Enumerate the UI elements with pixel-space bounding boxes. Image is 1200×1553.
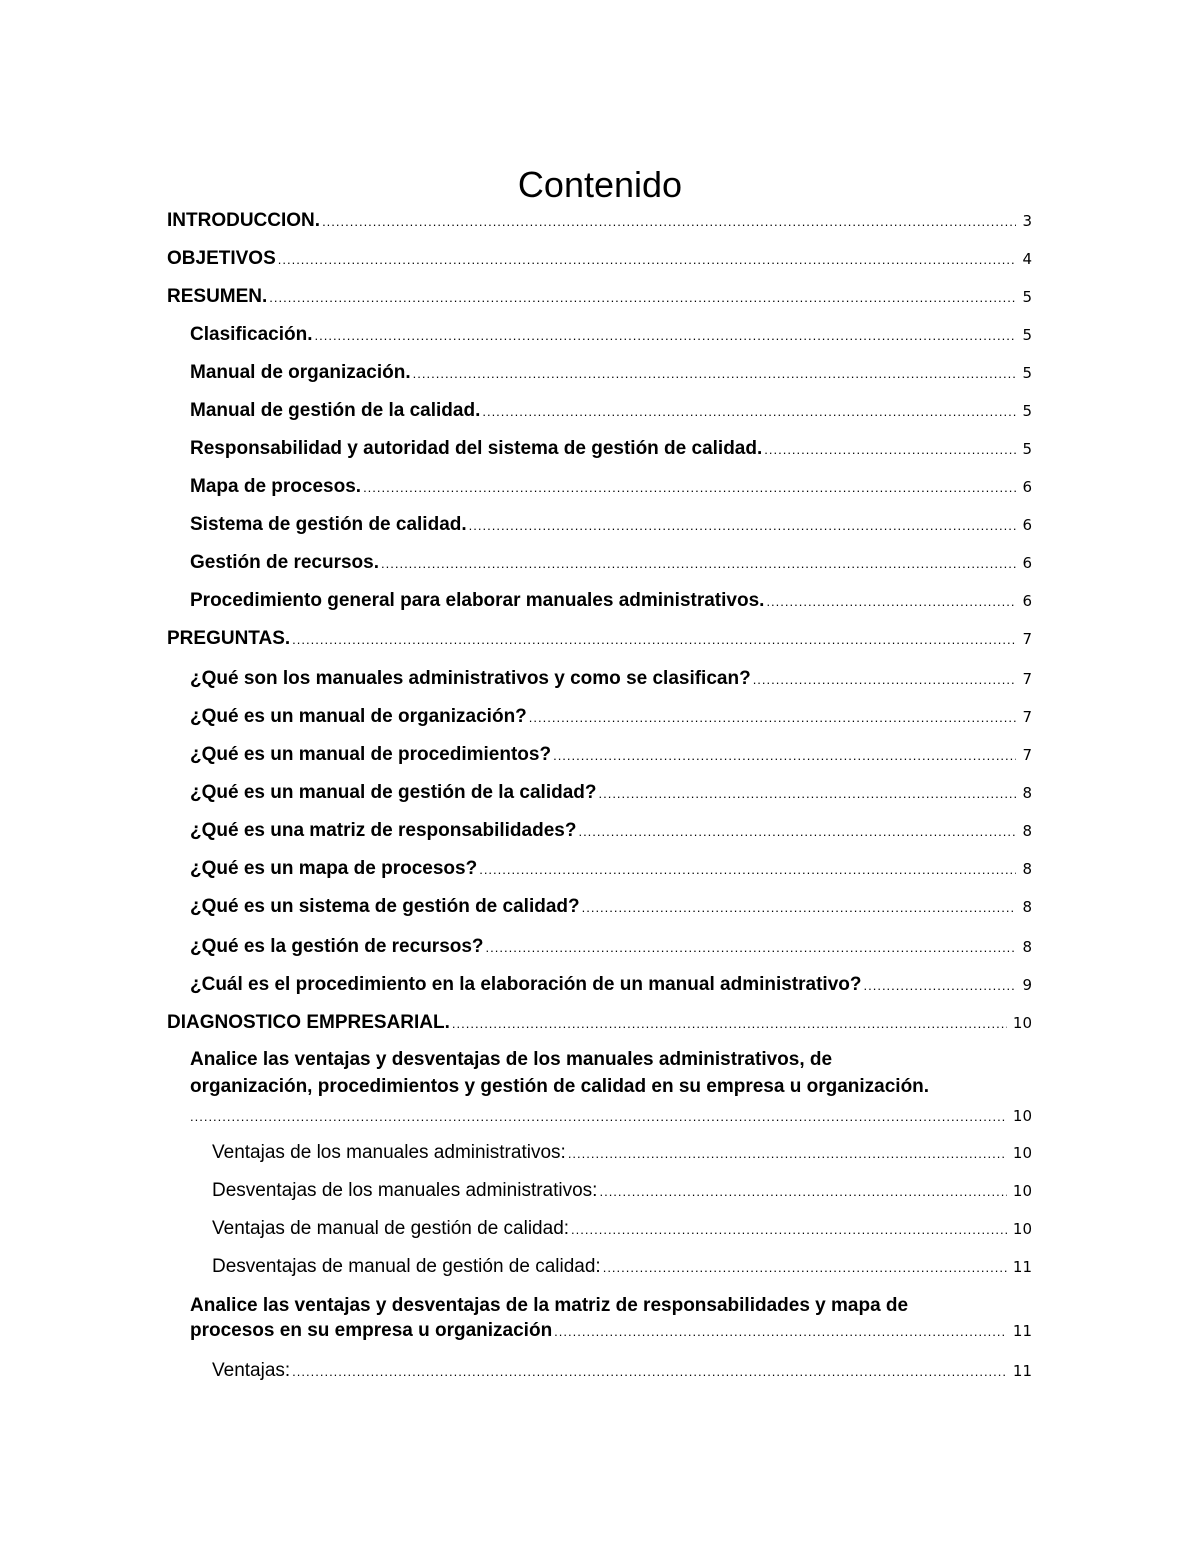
toc-entry-label: INTRODUCCION. — [167, 210, 321, 231]
toc-entry-label: Ventajas de los manuales administrativos: — [212, 1142, 566, 1163]
toc-entry-gestion-recursos[interactable] — [190, 551, 1032, 576]
toc-entry-analice-manuales-line2[interactable]: organización, procedimientos y gestión de calidad en su empresa u organización. — [190, 1076, 930, 1097]
toc-page-number: 11 — [1012, 1322, 1032, 1340]
toc-leader — [486, 936, 1017, 960]
toc-entry-label: ¿Qué son los manuales administrativos y como se clasifican? — [190, 668, 751, 689]
toc-page-number: 8 — [1022, 898, 1032, 916]
toc-entry-label: Sistema de gestión de calidad. — [190, 514, 467, 535]
toc-entry-label: ¿Cuál es el procedimiento en la elaboración de un manual administrativo? — [190, 974, 862, 995]
toc-leader — [413, 362, 1017, 386]
toc-leader — [766, 590, 1016, 614]
toc-entry-label: Mapa de procesos. — [190, 476, 362, 497]
toc-entry-pregunta-manual-procedimientos[interactable] — [190, 743, 1032, 768]
toc-entry-pregunta-manual-organizacion[interactable] — [190, 705, 1032, 730]
toc-entry-label: OBJETIVOS — [167, 248, 276, 269]
toc-entry-manual-gestion-calidad[interactable] — [190, 399, 1032, 424]
toc-entry-desventajas-gestion-calidad[interactable] — [212, 1255, 1032, 1280]
toc-leader — [315, 324, 1017, 348]
toc-leader — [190, 1105, 1007, 1129]
toc-leader — [554, 1320, 1007, 1344]
toc-page-number: 11 — [1012, 1258, 1032, 1276]
toc-leader — [599, 1180, 1006, 1204]
toc-entry-responsabilidad-autoridad[interactable] — [190, 437, 1032, 462]
toc-entry-label: Manual de organización. — [190, 362, 411, 383]
toc-leader — [753, 668, 1017, 692]
toc-entry-label: Procedimiento general para elaborar manuales administrativos. — [190, 590, 765, 611]
toc-entry-analice-matriz[interactable] — [190, 1319, 1032, 1344]
toc-page-number: 11 — [1012, 1362, 1032, 1380]
toc-page-number: 10 — [1012, 1182, 1032, 1200]
toc-leader — [363, 476, 1016, 500]
toc-leader — [764, 438, 1016, 462]
toc-entry-label: DIAGNOSTICO EMPRESARIAL. — [167, 1012, 450, 1033]
toc-page-number: 8 — [1022, 860, 1032, 878]
toc-entry-desventajas-manuales[interactable] — [212, 1179, 1032, 1204]
toc-page-number: 8 — [1022, 784, 1032, 802]
toc-leader — [469, 514, 1017, 538]
toc-entry-label: ¿Qué es un mapa de procesos? — [190, 858, 478, 879]
toc-page-number: 5 — [1022, 364, 1032, 382]
toc-title: Contenido — [517, 164, 683, 205]
toc-leader — [278, 248, 1017, 272]
toc-entry-label: Responsabilidad y autoridad del sistema de gestión de calidad. — [190, 438, 763, 459]
toc-entry-pregunta-procedimiento-elaboracion[interactable] — [190, 973, 1032, 998]
toc-page-number: 10 — [1012, 1107, 1032, 1125]
toc-entry-label: Gestión de recursos. — [190, 552, 380, 573]
toc-page-number: 10 — [1012, 1144, 1032, 1162]
toc-entry-label: Desventajas de los manuales administrativos: — [212, 1180, 598, 1201]
toc-leader — [292, 1360, 1007, 1384]
toc-leader — [292, 628, 1016, 652]
toc-entry-pregunta-gestion-recursos[interactable] — [190, 935, 1032, 960]
toc-leader — [479, 858, 1016, 882]
toc-page-number: 8 — [1022, 938, 1032, 956]
toc-leader — [568, 1142, 1007, 1166]
toc-leader — [603, 1256, 1007, 1280]
toc-leader — [578, 820, 1016, 844]
toc-entry-sistema-gestion-calidad[interactable] — [190, 513, 1032, 538]
toc-page-number: 3 — [1022, 212, 1032, 230]
toc-leader — [571, 1218, 1007, 1242]
toc-entry-pregunta-matriz-responsabilidades[interactable] — [190, 819, 1032, 844]
toc-entry-ventajas[interactable] — [212, 1359, 1032, 1384]
toc-page-number: 6 — [1022, 554, 1032, 572]
toc-page-number: 6 — [1022, 592, 1032, 610]
toc-leader — [482, 400, 1016, 424]
toc-page-number: 5 — [1022, 402, 1032, 420]
toc-entry-pregunta-manual-gestion-calidad[interactable] — [190, 781, 1032, 806]
toc-page-number: 10 — [1012, 1220, 1032, 1238]
toc-leader — [582, 896, 1017, 920]
toc-entry-analice-manuales-line1[interactable]: Analice las ventajas y desventajas de los manuales administrativos, de — [190, 1049, 833, 1070]
toc-page-number: 5 — [1022, 326, 1032, 344]
toc-page-number: 5 — [1022, 288, 1032, 306]
toc-entry-pregunta-sistema-gestion[interactable] — [190, 895, 1032, 920]
toc-entry-mapa-procesos[interactable] — [190, 475, 1032, 500]
toc-entry-pregunta-mapa-procesos[interactable] — [190, 857, 1032, 882]
toc-leader — [381, 552, 1016, 576]
toc-entry-analice-manuales[interactable] — [190, 1104, 1032, 1129]
toc-page-number: 7 — [1022, 746, 1032, 764]
toc-entry-ventajas-manuales[interactable] — [212, 1141, 1032, 1166]
toc-entry-introduccion[interactable] — [167, 209, 1032, 234]
toc-leader — [452, 1012, 1007, 1036]
toc-entry-label: ¿Qué es un manual de organización? — [190, 706, 527, 727]
toc-page-number: 5 — [1022, 440, 1032, 458]
toc-entry-label: RESUMEN. — [167, 286, 268, 307]
toc-page-number: 6 — [1022, 516, 1032, 534]
toc-entry-label: Desventajas de manual de gestión de calidad: — [212, 1256, 601, 1277]
toc-page-number: 8 — [1022, 822, 1032, 840]
toc-entry-ventajas-gestion-calidad[interactable] — [212, 1217, 1032, 1242]
toc-entry-label: Manual de gestión de la calidad. — [190, 400, 481, 421]
toc-entry-label: Ventajas de manual de gestión de calidad: — [212, 1218, 570, 1239]
toc-leader — [864, 974, 1017, 998]
toc-entry-label: ¿Qué es una matriz de responsabilidades? — [190, 820, 577, 841]
toc-entry-analice-matriz-line1[interactable]: Analice las ventajas y desventajas de la matriz de responsabilidades y mapa de — [190, 1295, 909, 1316]
toc-entry-diagnostico-empresarial[interactable] — [167, 1011, 1032, 1036]
toc-entry-label: Clasificación. — [190, 324, 313, 345]
toc-page-number: 4 — [1022, 250, 1032, 268]
toc-entry-label: ¿Qué es un sistema de gestión de calidad? — [190, 896, 580, 917]
toc-page-number: 10 — [1012, 1014, 1032, 1032]
toc-leader — [553, 744, 1016, 768]
toc-entry-manual-organizacion[interactable] — [190, 361, 1032, 386]
toc-leader — [269, 286, 1016, 310]
toc-page-number: 7 — [1022, 630, 1032, 648]
toc-entry-procedimiento-general[interactable] — [190, 589, 1032, 614]
toc-entry-pregunta-manuales-administrativos[interactable] — [190, 667, 1032, 692]
toc-entry-preguntas[interactable] — [167, 627, 1032, 652]
toc-leader — [598, 782, 1016, 806]
toc-page-number: 7 — [1022, 670, 1032, 688]
toc-entry-label: ¿Qué es la gestión de recursos? — [190, 936, 484, 957]
toc-entry-label: PREGUNTAS. — [167, 628, 291, 649]
toc-page-number: 9 — [1022, 976, 1032, 994]
toc-page-number: 7 — [1022, 708, 1032, 726]
toc-entry-objetivos[interactable] — [167, 247, 1032, 272]
toc-entry-label: Ventajas: — [212, 1360, 291, 1381]
toc-leader — [322, 210, 1016, 234]
toc-leader — [529, 706, 1017, 730]
toc-page-number: 6 — [1022, 478, 1032, 496]
toc-entry-label: ¿Qué es un manual de gestión de la calidad? — [190, 782, 597, 803]
toc-entry-clasificacion[interactable] — [190, 323, 1032, 348]
toc-entry-resumen[interactable] — [167, 285, 1032, 310]
toc-entry-label: ¿Qué es un manual de procedimientos? — [190, 744, 552, 765]
toc-entry-label: procesos en su empresa u organización — [190, 1320, 553, 1341]
